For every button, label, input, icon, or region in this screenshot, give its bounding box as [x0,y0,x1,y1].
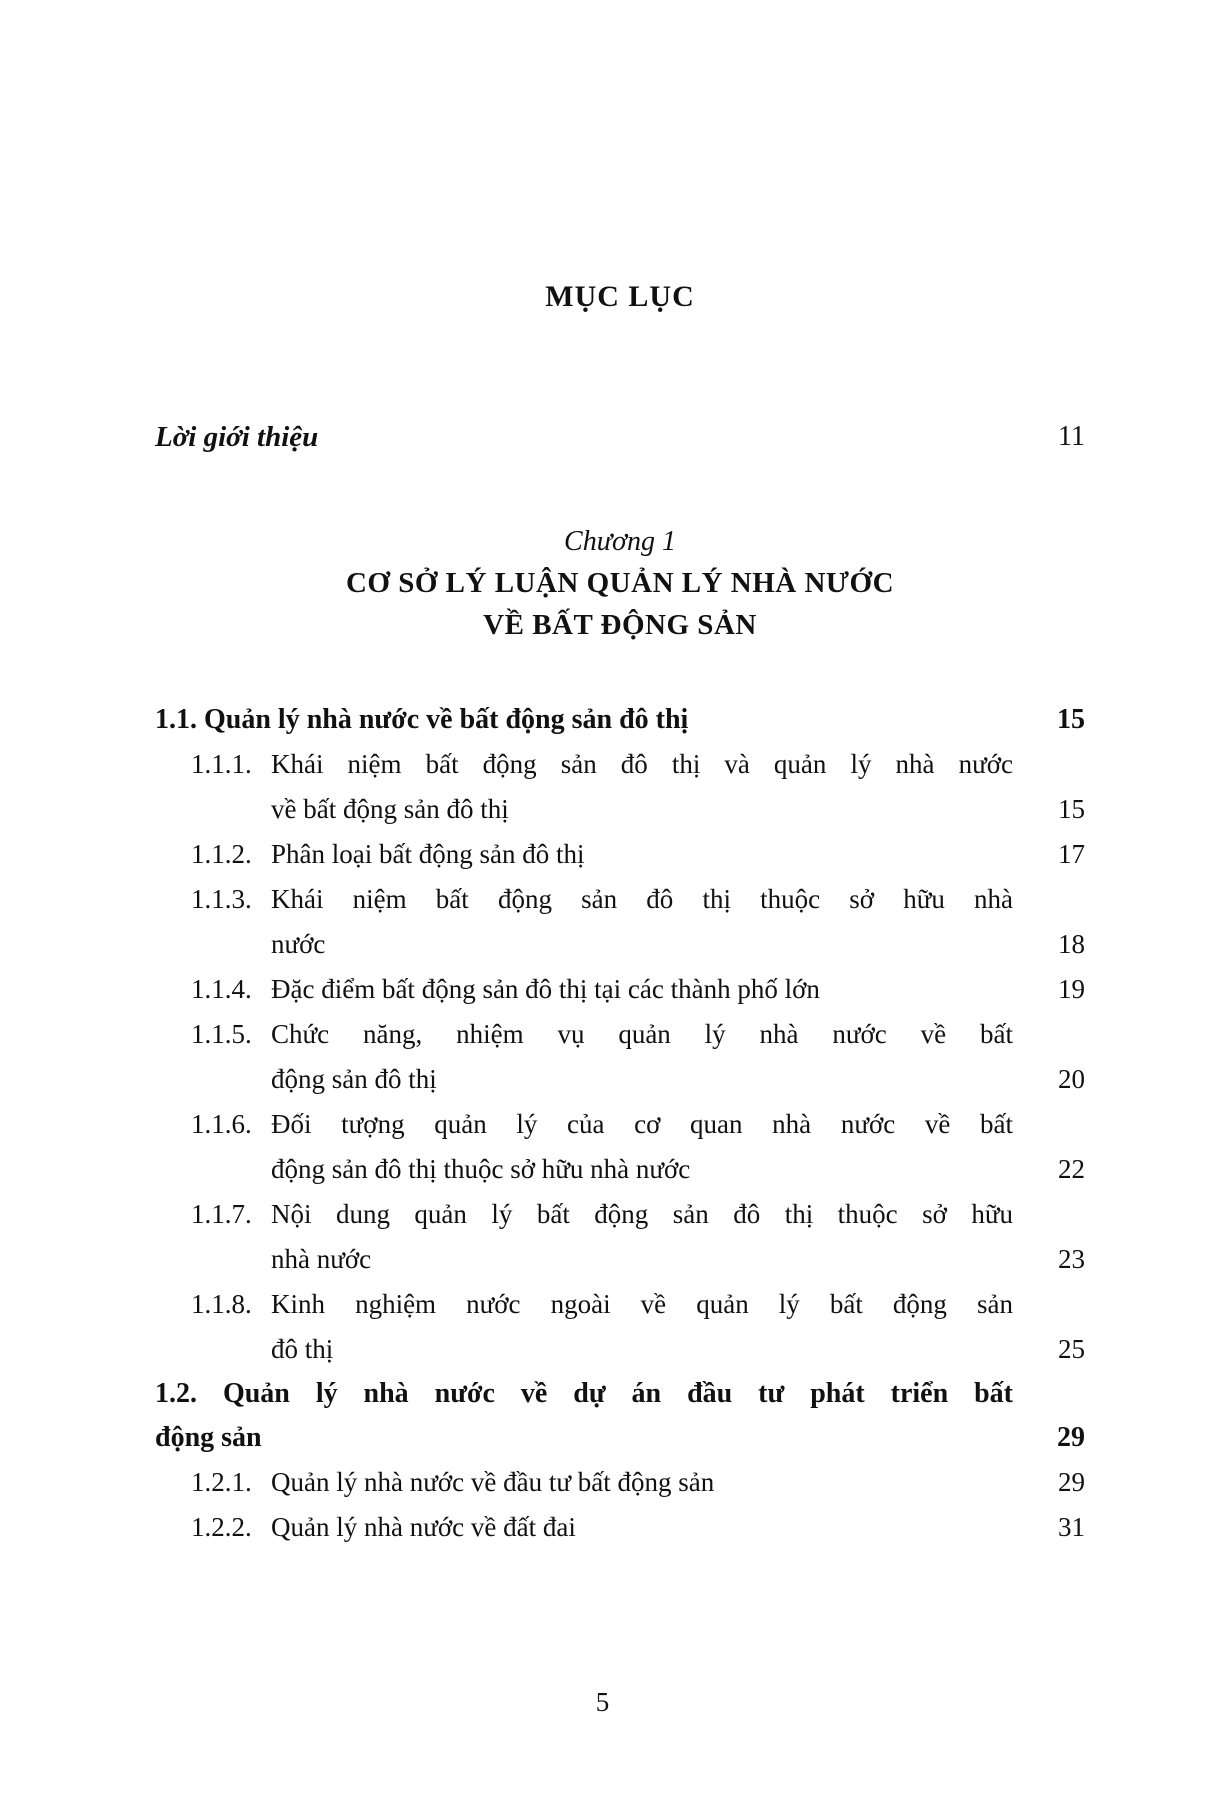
toc-entry-text: Phân loại bất động sản đô thị [271,839,585,869]
toc-entry-page: 29 [1057,1422,1085,1453]
toc-entry-number: 1.1.5. [191,1019,252,1049]
toc-row-cont [155,1147,1085,1192]
toc-entry-page: 25 [1058,1334,1085,1364]
toc-entry-label [155,1237,1013,1282]
toc-entry-text: Khái niệm bất động sản đô thị và quản lý nhà nước [271,749,1013,779]
toc-entry-page: 15 [1057,704,1085,735]
toc-entry-page: 29 [1058,1467,1085,1497]
toc-entry-number: 1.1.1. [191,749,252,779]
toc-entry-page: 19 [1058,974,1085,1004]
toc-row-cont [155,787,1085,832]
toc-entry-label [155,1192,1013,1237]
toc-row [155,1372,1085,1416]
chapter-heading [155,522,1085,646]
toc-entry-label [155,967,1013,1012]
toc-entry-line1 [191,832,1013,877]
toc-entry-line2: nước [271,929,326,959]
toc-entry-line1 [191,1102,1013,1147]
toc-entry-label [155,1147,1013,1192]
toc-entry-label [155,1102,1013,1147]
toc-entry-page: 31 [1058,1512,1085,1542]
toc-row [155,1460,1085,1505]
toc-entry-label [155,698,1013,742]
toc-row-cont [155,1327,1085,1372]
toc-entry-line1 [191,1282,1013,1327]
toc-entry-number: 1.1.7. [191,1199,252,1229]
toc-row [155,1192,1085,1237]
toc-entry-number: 1.2. [155,1378,197,1409]
toc-list [155,698,1085,1550]
toc-entry-page: 20 [1058,1064,1085,1094]
toc-row [155,1102,1085,1147]
toc-entry-text: Chức năng, nhiệm vụ quản lý nhà nước về bất [271,1019,1013,1049]
toc-entry-page [1013,1282,1085,1327]
toc-entry-label [155,1460,1013,1505]
toc-row-cont [155,1057,1085,1102]
toc-entry-line2: đô thị [271,1334,334,1364]
toc-entry-label [155,1416,1013,1460]
toc-entry-line2: động sản [155,1422,262,1453]
toc-row [155,1505,1085,1550]
toc-entry-text: Quản lý nhà nước về đất đai [271,1512,576,1542]
toc-entry-label [155,1282,1013,1327]
toc-entry-number: 1.1.8. [191,1289,252,1319]
toc-entry-number: 1.1.6. [191,1109,252,1139]
toc-row [155,742,1085,787]
toc-entry-text: Khái niệm bất động sản đô thị thuộc sở hữu nhà [271,884,1013,914]
toc-entry-line1 [191,967,1013,1012]
toc-row [155,967,1085,1012]
toc-entry-text: Quản lý nhà nước về đầu tư bất động sản [271,1467,715,1497]
chapter-title-line2: VỀ BẤT ĐỘNG SẢN [483,609,757,641]
toc-entry-number: 1.1.4. [191,974,252,1004]
toc-entry-line2: về bất động sản đô thị [271,794,509,824]
toc-entry-text: Quản lý nhà nước về dự án đầu tư phát triển bất [222,1378,1014,1409]
toc-entry-page: 23 [1058,1244,1085,1274]
toc-entry-page [1013,742,1085,787]
toc-entry-line1 [191,1012,1013,1057]
toc-entry-text: Đối tượng quản lý của cơ quan nhà nước về bất [271,1109,1013,1139]
toc-entry-label [155,1057,1013,1102]
toc-entry-label [155,1372,1013,1416]
toc-entry-label [155,1012,1013,1057]
toc-entry-page [1013,1192,1085,1237]
toc-entry-page [1013,1102,1085,1147]
toc-entry-line1 [191,1460,1013,1505]
toc-entry-number: 1.2.1. [191,1467,252,1497]
toc-entry-page: 22 [1058,1154,1085,1184]
toc-entry-number: 1.1.3. [191,884,252,914]
toc-entry-page: 18 [1058,929,1085,959]
toc-entry-label [155,787,1013,832]
toc-entry-line2: động sản đô thị [271,1064,437,1094]
page-title: MỤC LỤC [545,280,695,313]
toc-entry-intro [155,414,1085,460]
toc-row [155,1282,1085,1327]
page-folio: 5 [595,1687,610,1717]
toc-entry-label [155,1505,1013,1550]
toc-entry-number: 1.1. [155,704,197,735]
toc-entry-page [1013,1012,1085,1057]
toc-row [155,877,1085,922]
toc-row [155,698,1085,742]
toc-entry-page [1013,1372,1085,1416]
toc-row [155,1012,1085,1057]
toc-entry-text: Nội dung quản lý bất động sản đô thị thuộc sở hữu [271,1199,1013,1229]
toc-entry-intro-label: Lời giới thiệu [155,421,319,453]
page-content [155,0,1085,1550]
toc-entry-line2: động sản đô thị thuộc sở hữu nhà nước [271,1154,691,1184]
toc-entry-intro-page: 11 [1058,421,1085,452]
toc-entry-label [155,1327,1013,1372]
toc-entry-text: Kinh nghiệm nước ngoài về quản lý bất động sản [271,1289,1013,1319]
toc-entry-line1 [191,1505,1013,1550]
toc-entry-number: 1.1.2. [191,839,252,869]
toc-entry-label [155,877,1013,922]
toc-entry-label [155,742,1013,787]
toc-entry-number: 1.2.2. [191,1512,252,1542]
toc-entry-text: Quản lý nhà nước về bất động sản đô thị [204,704,689,735]
toc-entry-line1 [191,742,1013,787]
toc-entry-line1 [191,877,1013,922]
toc-row-cont [155,922,1085,967]
toc-entry-line2: nhà nước [271,1244,372,1274]
toc-row-cont [155,1237,1085,1282]
chapter-label: Chương 1 [564,526,676,557]
toc-entry-label [155,832,1013,877]
toc-row-cont [155,1416,1085,1460]
toc-entry-page: 15 [1058,794,1085,824]
toc-entry-line1 [191,1192,1013,1237]
toc-entry-text: Đặc điểm bất động sản đô thị tại các thành phố lớn [271,974,820,1004]
toc-entry-label [155,922,1013,967]
toc-entry-page: 17 [1058,839,1085,869]
toc-entry-page [1013,877,1085,922]
toc-row [155,832,1085,877]
chapter-title-line1: CƠ SỞ LÝ LUẬN QUẢN LÝ NHÀ NƯỚC [345,567,895,599]
